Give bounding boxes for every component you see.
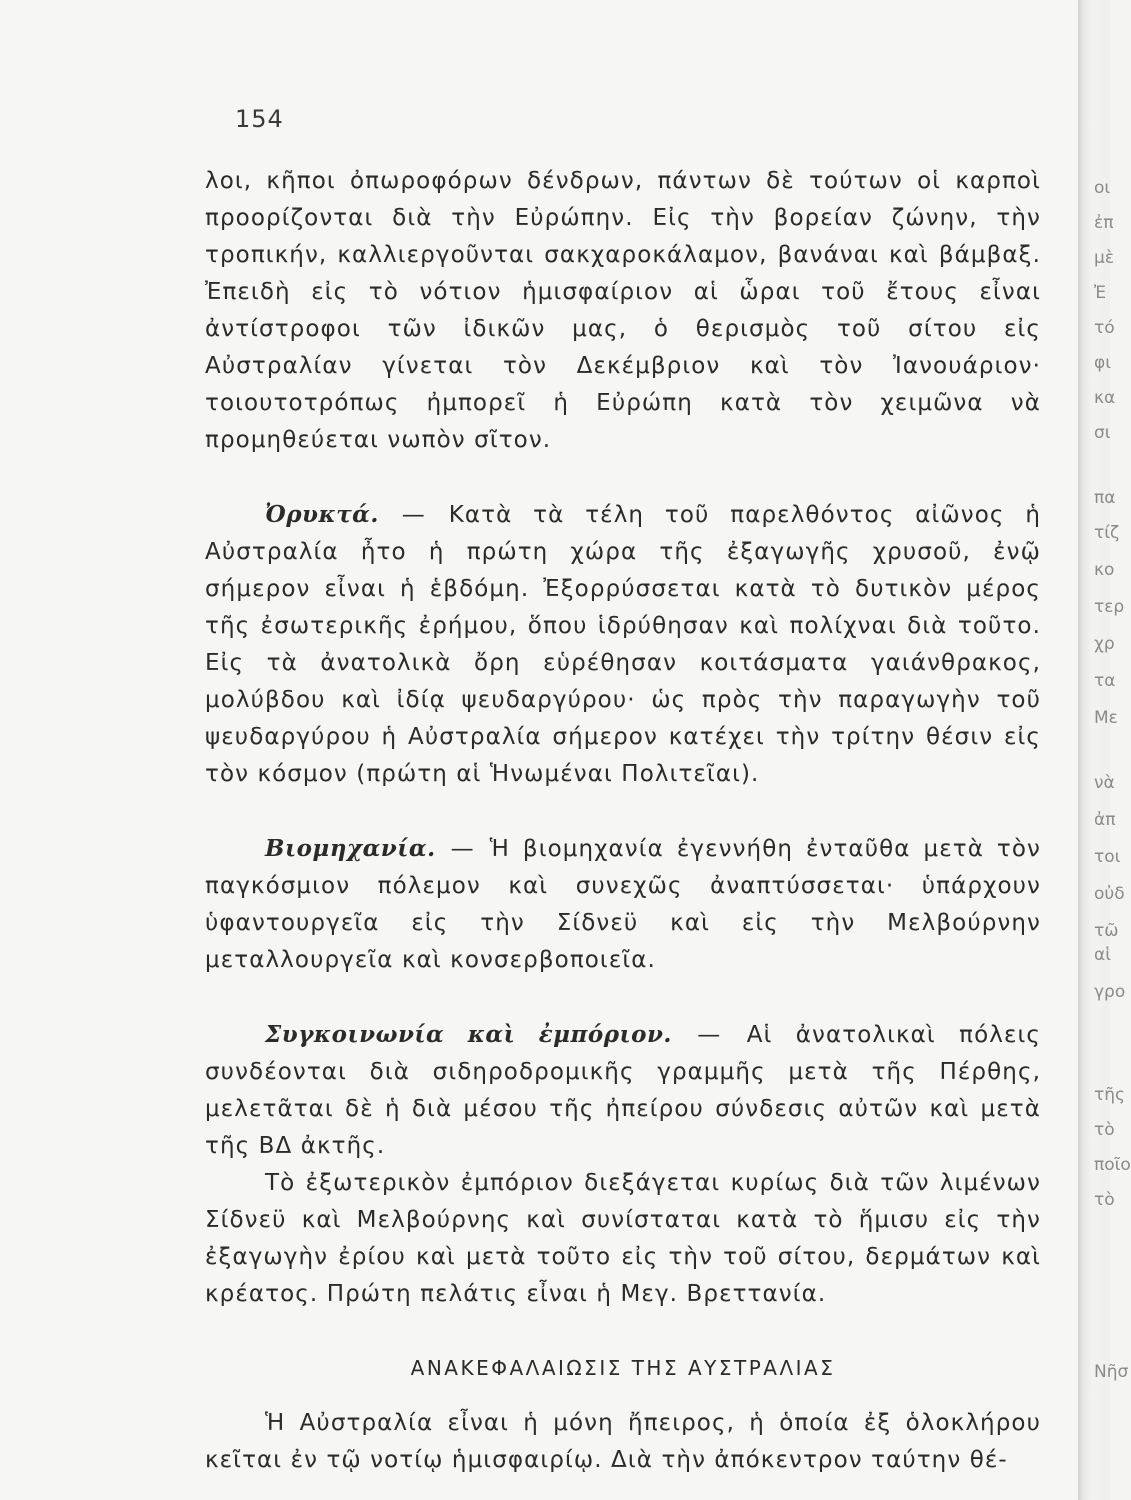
facing-page-fragment: Με [1094,708,1118,728]
facing-page-edge [1078,0,1131,1500]
em-dash: — [401,502,426,528]
page-body [205,163,1041,1479]
facing-page-fragment: ἀπ [1094,810,1116,830]
facing-page-fragment: ἐπ [1094,213,1114,233]
facing-page-fragment: οι [1094,178,1111,198]
facing-page-fragment: μὲ [1094,248,1115,268]
facing-page-fragment: Νῆσ [1094,1362,1129,1382]
facing-page-fragment: τῶ [1094,921,1119,941]
facing-page-fragment: τὸ [1094,1190,1115,1210]
facing-page-fragment: γρο [1094,982,1126,1002]
facing-page-fragment: πα [1094,488,1116,508]
facing-page-fragment: αἱ [1094,945,1111,965]
facing-page-fragment: τα [1094,671,1116,691]
section-heading-minerals: Ὀρυκτά. [265,501,379,528]
paragraph-text: Ἡ Αὐστραλία εἶναι ἡ μόνη ἤπειρος, ἡ ὁποία ἐξ ὁλοκλήρου κεῖται ἐν τῷ νοτίῳ ἡμισφαιρίῳ. Διὰ τὴν ἀπόκεντρον ταύτην θέ- [205,1410,1041,1473]
paragraph-text: Τὸ ἐξωτερικὸν ἐμπόριον διεξάγεται κυρίως διὰ τῶν λιμένων Σίδνεϋ καὶ Μελβούρνης καὶ συνίσταται κατὰ τὸ ἥμισυ εἰς τὴν ἐξαγωγὴν ἐρίου καὶ μετὰ τοῦτο εἰς τὴν τοῦ σίτου, δερμάτων καὶ κρέατος. Πρώτη πελάτις εἶναι ἡ Μεγ. Βρεττανία. [205,1170,1041,1307]
facing-page-fragment: ποῖο [1094,1155,1131,1175]
facing-page-fragment: τῆς [1094,1085,1125,1105]
paragraph-text: λοι, κῆποι ὀπωροφόρων δένδρων, πάντων δὲ τούτων οἱ καρποὶ προορίζονται διὰ τὴν Εὐρώπην. Εἰς τὴν βορείαν ζώνην, τὴν τροπικήν, καλλιεργοῦνται σακχαροκάλαμον, βανάναι καὶ βάμβαξ. Ἐπειδὴ εἰς τὸ νότιον ἡμισφαίριον αἱ ὧραι τοῦ ἔτους εἶναι ἀντίστροφοι τῶν ἰδικῶν μας, ὁ θερισμὸς τοῦ σίτου εἰς Αὐστραλίαν γίνεται τὸν Δεκέμβριον καὶ τὸν Ἰανουάριον· τοιουτοτρόπως ἠμπορεῖ ἡ Εὐρώπη κατὰ τὸν χειμῶνα νὰ προμηθεύεται νωπὸν σῖτον. [205,168,1041,453]
section-heading-communication: Συγκοινωνία καὶ ἐμπόριον. [265,1021,672,1048]
facing-page-fragment: Ἐ [1094,283,1107,303]
facing-page-fragment: οὐδ [1094,884,1125,904]
facing-page-fragment: νὰ [1094,773,1115,793]
paragraph-minerals [205,496,1041,793]
paragraph-trade [205,1165,1041,1313]
facing-page-fragment: κα [1094,388,1116,408]
em-dash: — [697,1022,722,1048]
facing-page-fragment: τίζ [1094,523,1120,543]
paragraph-text: Ἡ βιομηχανία ἐγεννήθη ἐνταῦθα μετὰ τὸν παγκόσμιον πόλεμον καὶ συνεχῶς ἀναπτύσσεται· ὑπάρχουν ὑφαντουργεῖα εἰς τὴν Σίδνεϋ καὶ εἰς τὴν Μελβούρνην μεταλλουργεῖα καὶ κονσερβοποιεῖα. [205,836,1041,973]
facing-page-fragment: χρ [1094,634,1115,654]
facing-page-fragment: τὸ [1094,1120,1115,1140]
page-number: 154 [235,105,284,133]
section-title: ΑΝΑΚΕΦΑΛΑΙΩΣΙΣ ΤΗΣ ΑΥΣΤΡΑΛΙΑΣ [410,1356,836,1380]
facing-page-fragment: τερ [1094,597,1125,617]
facing-page-fragment: τοι [1094,847,1121,867]
section-heading-industry: Βιομηχανία. [265,835,436,862]
em-dash: — [450,836,475,862]
facing-page-fragment: σι [1094,423,1111,443]
facing-page-fragment: φι [1094,353,1111,373]
paragraph-text: Κατὰ τὰ τέλη τοῦ παρελθόντος αἰῶνος ἡ Αὐστραλία ἦτο ἡ πρώτη χώρα τῆς ἐξαγωγῆς χρυσοῦ, ἐνῷ σήμερον εἶναι ἡ ἑβδόμη. Ἐξορρύσσεται κατὰ τὸ δυτικὸν μέρος τῆς ἐσωτερικῆς ἐρήμου, ὅπου ἱδρύθησαν καὶ πολίχναι διὰ τοῦτο. Εἰς τὰ ἀνατολικὰ ὄρη εὑρέθησαν κοιτάσματα γαιάνθρακος, μολύβδου καὶ ἰδίᾳ ψευδαργύρου· ὡς πρὸς τὴν παραγωγὴν τοῦ ψευδαργύρου ἡ Αὐστραλία σήμερον κατέχει τὴν τρίτην θέσιν εἰς τὸν κόσμον (πρώτη αἱ Ἡνωμέναι Πολιτεῖαι). [205,502,1041,787]
paragraph-agriculture [205,163,1041,459]
paragraph-industry [205,830,1041,979]
paragraph-text: Αἱ ἀνατολικαὶ πόλεις συνδέονται διὰ σιδηροδρομικῆς γραμμῆς μετὰ τῆς Πέρθης, μελετᾶται δὲ ἡ διὰ μέσου τῆς ἠπείρου σύνδεσις αὐτῶν καὶ μετὰ τῆς ΒΔ ἀκτῆς. [205,1022,1041,1159]
paragraph-communication [205,1016,1041,1165]
facing-page-fragment: κο [1094,560,1115,580]
facing-page-fragment: τό [1094,318,1115,338]
paragraph-summary [205,1405,1041,1479]
